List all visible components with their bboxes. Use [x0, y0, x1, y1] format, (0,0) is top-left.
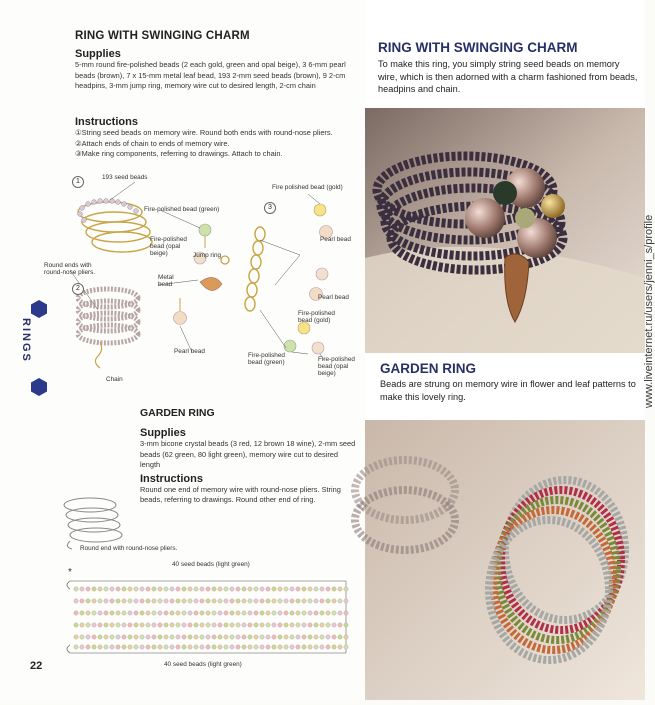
charm-ring-diagram — [40, 170, 365, 395]
charm-ring-heading: RING WITH SWINGING CHARM — [378, 40, 578, 55]
instruction-step-2: ②Attach ends of chain to ends of memory wire. — [75, 138, 230, 148]
chain-with-charms — [245, 227, 265, 311]
seed-bead-rows — [74, 587, 348, 649]
section-title: RING WITH SWINGING CHARM — [75, 30, 250, 42]
garden-supplies-heading: Supplies — [140, 427, 186, 439]
garden-ring-photo-art — [365, 420, 645, 700]
charm-ring-description: To make this ring, you simply string seed beads on memory wire, which is then adorned with a charm fashioned from beads, headpins and chain. — [378, 59, 638, 94]
charm-ring-illustration — [40, 170, 365, 395]
label-top-seed-beads: 40 seed beads (light green) — [172, 561, 250, 568]
label-metal-bead: Metal bead — [158, 274, 174, 288]
coil-ring-2 — [78, 289, 138, 343]
coil-ring-1 — [78, 202, 152, 252]
label-seed-beads: 193 seed beads — [102, 174, 148, 181]
supplies-heading: Supplies — [75, 48, 121, 60]
label-pearl-bead-2: Pearl bead — [320, 236, 351, 243]
garden-ring-description: Beads are strung on memory wire in flower and leaf patterns to make this lovely ring. — [380, 379, 636, 402]
garden-supplies-text: 3-mm bicone crystal beads (3 red, 12 brown 18 wine), 2-mm seed beads (62 green, 80 light green), memory wire cut to desired length — [140, 439, 356, 469]
label-chain: Chain — [106, 376, 123, 383]
instructions-block — [75, 116, 360, 160]
label-pearl-bead-1: Pearl bead — [174, 348, 205, 355]
label-fp-green-2: Fire-polished bead (green) — [248, 352, 285, 366]
instruction-step-3: ③Make ring components, referring to drawings. Attach to chain. — [75, 149, 283, 158]
label-star: * — [68, 567, 72, 578]
label-fp-green: Fire-polished bead (green) — [144, 206, 220, 213]
section-tab — [30, 300, 48, 400]
photo-column — [365, 0, 655, 700]
garden-ring-title: GARDEN RING — [140, 407, 215, 419]
garden-ring-illustration — [40, 485, 360, 675]
label-round-end: Round end with round-nose pliers. — [80, 545, 178, 552]
label-fp-gold: Fire polished bead (gold) — [272, 184, 343, 191]
garden-instructions-text: Round one end of memory wire with round-nose pliers. String beads, referring to drawings. Round other end of ring. — [140, 484, 341, 504]
charm-ring-photo — [365, 108, 645, 353]
label-jump-ring: Jump ring — [193, 252, 222, 259]
instruction-step-1: ①String seed beads on memory wire. Round both ends with round-nose pliers. — [75, 128, 333, 137]
supplies-text: 5-mm round fire-polished beads (2 each gold, green and opal beige), 3 6-mm pearl beads (brown), 7 x 15-mm metal leaf bead, 193 2-mm seed beads (brown), 9 2-cm headpins, 3-mm jump ring, memory wire cut to desired length, 2-cm chain — [75, 60, 346, 90]
label-fp-opal: Fire-polished bead (opal beige) — [150, 236, 187, 257]
garden-ring-photo — [365, 420, 645, 700]
section-tab-label: RINGS — [20, 318, 32, 363]
step-number-3: 3 — [264, 202, 276, 214]
step3-beads — [284, 204, 333, 354]
supplies-block — [75, 48, 355, 92]
garden-instructions-heading: Instructions — [140, 472, 203, 485]
label-pearl-bead-3: Pearl bead — [318, 294, 349, 301]
step-number-2: 2 — [72, 283, 84, 295]
step-number-1: 1 — [72, 176, 84, 188]
label-bottom-seed-beads: 40 seed beads (light green) — [164, 661, 242, 668]
instructions-heading: Instructions — [75, 116, 138, 128]
garden-ring-heading: GARDEN RING — [380, 361, 477, 376]
watermark-url: www.liveinternet.ru/users/jenni_s/profile — [643, 214, 655, 408]
tab-hexagons — [30, 300, 48, 400]
label-fp-opal-2: Fire-polished bead (opal beige) — [318, 356, 355, 377]
garden-ring-diagram — [40, 485, 360, 675]
label-fp-gold-2: Fire-polished bead (gold) — [298, 310, 335, 324]
page-number: 22 — [30, 660, 43, 672]
charm-ring-photo-art — [365, 108, 645, 353]
label-round-ends: Round ends with round-nose pliers. — [44, 262, 96, 276]
